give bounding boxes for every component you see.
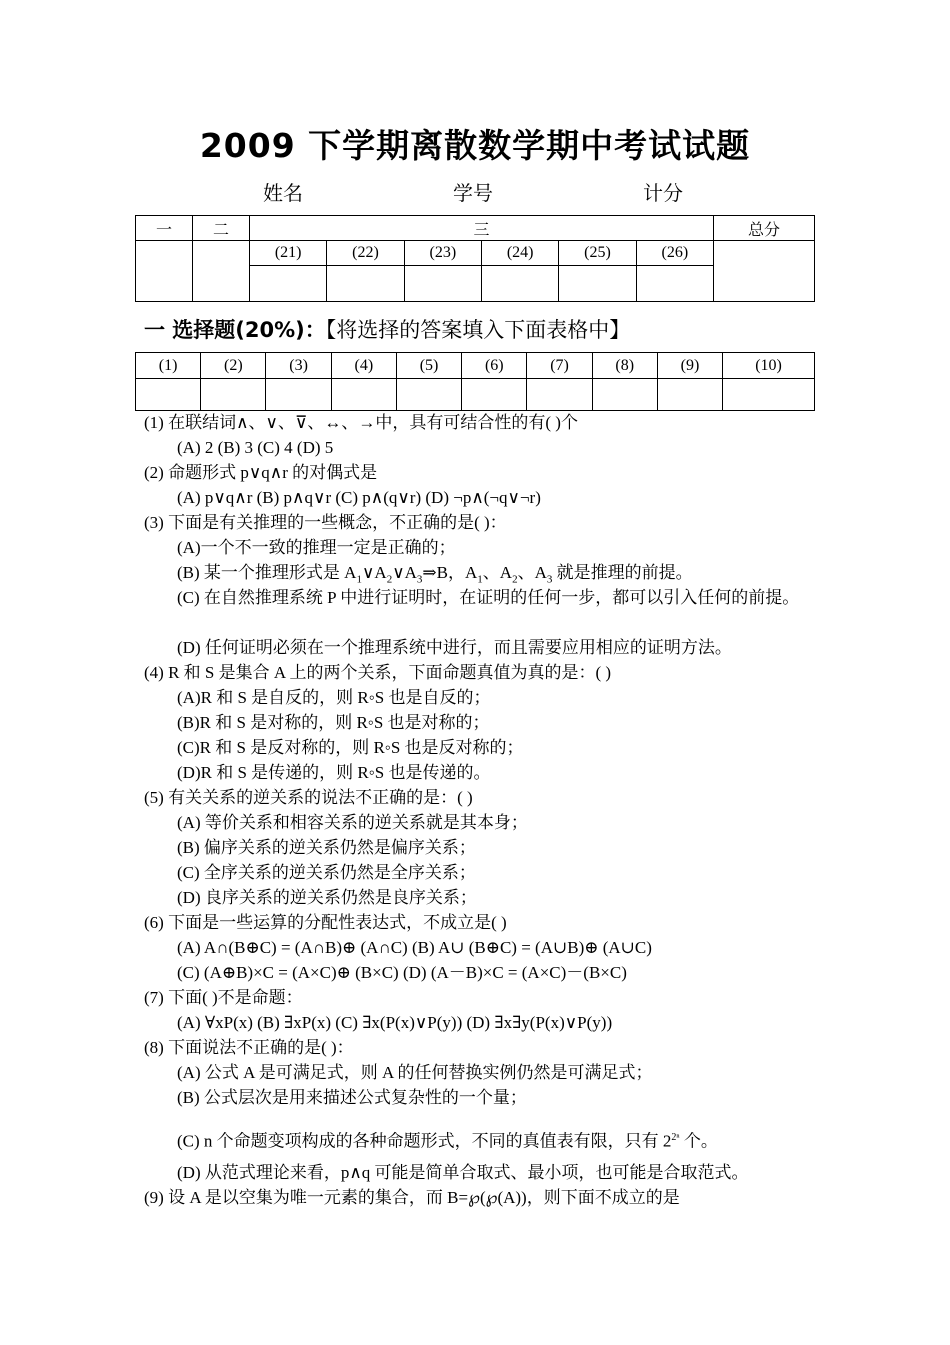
answer-header: (7)	[527, 353, 592, 379]
score-header-2: 二	[193, 216, 250, 241]
score-cell-2	[193, 241, 250, 302]
score-cell	[636, 266, 713, 302]
answer-cell	[657, 379, 722, 411]
score-sub-header: (25)	[559, 241, 636, 266]
q3b-text: 、A	[482, 563, 513, 582]
question-8-stem: (8) 下面说法不正确的是( )：	[144, 1038, 354, 1057]
score-cell	[559, 266, 636, 302]
question-5-stem: (5) 有关关系的逆关系的说法不正确的是：( )	[144, 788, 473, 807]
name-label: 姓名	[263, 183, 303, 205]
score-header-1: 一	[136, 216, 193, 241]
question-5-option-d: (D) 良序关系的逆关系仍然是良序关系；	[177, 888, 477, 907]
score-cell	[327, 266, 404, 302]
question-3-option-a: (A)一个不一致的推理一定是正确的；	[177, 538, 456, 557]
question-8-option-c	[177, 1126, 718, 1154]
question-3-stem: (3) 下面是有关推理的一些概念，不正确的是( )：	[144, 513, 507, 532]
score-cell	[481, 266, 558, 302]
answer-header: (9)	[657, 353, 722, 379]
answer-cell	[723, 379, 815, 411]
answer-cell	[201, 379, 266, 411]
question-7-options: (A) ∀xP(x) (B) ∃xP(x) (C) ∃x(P(x)∨P(y)) (D) ∃x∃y(P(x)∨P(y))	[177, 1013, 613, 1032]
student-id-label: 学号	[453, 183, 493, 205]
answer-cell	[592, 379, 657, 411]
answer-cell	[396, 379, 461, 411]
question-3-option-d: (D) 任何证明必须在一个推理系统中进行，而且需要应用相应的证明方法。	[177, 638, 732, 657]
answer-cell	[136, 379, 201, 411]
score-sub-header: (22)	[327, 241, 404, 266]
question-7-stem: (7) 下面( )不是命题：	[144, 988, 303, 1007]
question-6-options-ab: (A) A∩(B⊕C) = (A∩B)⊕ (A∩C) (B) A∪ (B⊕C) = (A∪B)⊕ (A∪C)	[177, 938, 652, 957]
answer-table	[135, 352, 815, 411]
question-5-option-a: (A) 等价关系和相容关系的逆关系就是其本身；	[177, 813, 528, 832]
q3b-sub: 3	[546, 573, 553, 586]
answer-cell	[266, 379, 331, 411]
q3b-text: ⇒B，A	[422, 563, 478, 582]
question-4-stem: (4) R 和 S 是集合 A 上的两个关系，下面命题真值为真的是：( )	[144, 663, 612, 682]
question-4-option-a: (A)R 和 S 是自反的，则 R◦S 也是自反的；	[177, 688, 491, 707]
question-5-option-b: (B) 偏序关系的逆关系仍然是偏序关系；	[177, 838, 476, 857]
score-cell	[250, 266, 327, 302]
section1-heading	[144, 314, 630, 344]
score-label: 计分	[643, 183, 683, 205]
answer-header: (10)	[723, 353, 815, 379]
score-table	[135, 215, 815, 302]
question-4-option-c: (C)R 和 S 是反对称的，则 R◦S 也是反对称的；	[177, 738, 524, 757]
answer-cell	[462, 379, 527, 411]
q3b-text: 、A	[517, 563, 547, 582]
question-3-option-c: (C) 在自然推理系统 P 中进行证明时，在证明的任何一步，都可以引入任何的前提。	[177, 588, 800, 607]
question-8-option-a: (A) 公式 A 是可满足式，则 A 的任何替换实例仍然是可满足式；	[177, 1063, 653, 1082]
answer-cell	[527, 379, 592, 411]
q3b-text: 就是推理的前提。	[552, 563, 693, 582]
question-6-stem: (6) 下面是一些运算的分配性表达式，不成立是( )	[144, 913, 507, 932]
q3b-sub: 2	[512, 573, 518, 586]
question-8-option-b: (B) 公式层次是用来描述公式复杂性的一个量；	[177, 1088, 527, 1107]
q3b-text: ∨A	[392, 563, 417, 582]
question-1-stem: (1) 在联结词∧、∨、⊽、↔、→中，具有可结合性的有( )个	[144, 413, 578, 432]
q3b-sub: 2	[386, 573, 393, 586]
answer-header: (4)	[331, 353, 396, 379]
question-9-stem: (9) 设 A 是以空集为唯一元素的集合，而 B=℘(℘(A))，则下面不成立的是	[144, 1188, 680, 1207]
answer-cell	[331, 379, 396, 411]
exam-title: 2009 下学期离散数学期中考试试题	[199, 126, 751, 165]
q3b-text: (B) 某一个推理形式是 A	[177, 563, 357, 582]
q8c-text: (C) n 个命题变项构成的各种命题形式，不同的真值表有限，只有	[177, 1131, 663, 1151]
section1-note: 【将选择的答案填入下面表格中】	[325, 318, 631, 342]
q8c-text: 个。	[679, 1131, 718, 1151]
score-cell-total	[714, 241, 815, 302]
answer-header: (5)	[396, 353, 461, 379]
answer-header: (1)	[136, 353, 201, 379]
answer-header: (6)	[462, 353, 527, 379]
q8c-base: 2	[662, 1131, 672, 1151]
question-1-options: (A) 2 (B) 3 (C) 4 (D) 5	[177, 438, 334, 457]
q3b-sub: 1	[356, 573, 362, 586]
score-header-3: 三	[250, 216, 714, 241]
q3b-sub: 1	[477, 573, 483, 586]
section1-prefix: 一 选择题(20%)：	[144, 318, 326, 342]
answer-header: (8)	[592, 353, 657, 379]
score-sub-header: (24)	[481, 241, 558, 266]
score-cell-1	[136, 241, 193, 302]
question-8-option-d: (D) 从范式理论来看，p∧q 可能是简单合取式、最小项，也可能是合取范式。	[177, 1163, 749, 1182]
q8c-exponent: 2ⁿ	[671, 1132, 680, 1143]
question-4-option-b: (B)R 和 S 是对称的，则 R◦S 也是对称的；	[177, 713, 490, 732]
question-5-option-c: (C) 全序关系的逆关系仍然是全序关系；	[177, 863, 476, 882]
score-sub-header: (23)	[404, 241, 481, 266]
score-sub-header: (26)	[636, 241, 713, 266]
question-2-stem: (2) 命题形式 p∨q∧r 的对偶式是	[144, 463, 378, 482]
answer-header: (3)	[266, 353, 331, 379]
score-cell	[404, 266, 481, 302]
question-2-options: (A) p∨q∧r (B) p∧q∨r (C) p∧(q∨r) (D) ¬p∧(¬q∨¬r)	[177, 488, 541, 507]
question-4-option-d: (D)R 和 S 是传递的，则 R◦S 也是传递的。	[177, 763, 491, 782]
score-sub-header: (21)	[250, 241, 327, 266]
answer-header: (2)	[201, 353, 266, 379]
question-6-options-cd: (C) (A⊕B)×C = (A×C)⊕ (B×C) (D) (A－B)×C = (A×C)－(B×C)	[177, 963, 627, 982]
score-header-total: 总分	[714, 216, 815, 241]
q3b-sub: 3	[416, 573, 423, 586]
q3b-text: ∨A	[361, 563, 387, 582]
